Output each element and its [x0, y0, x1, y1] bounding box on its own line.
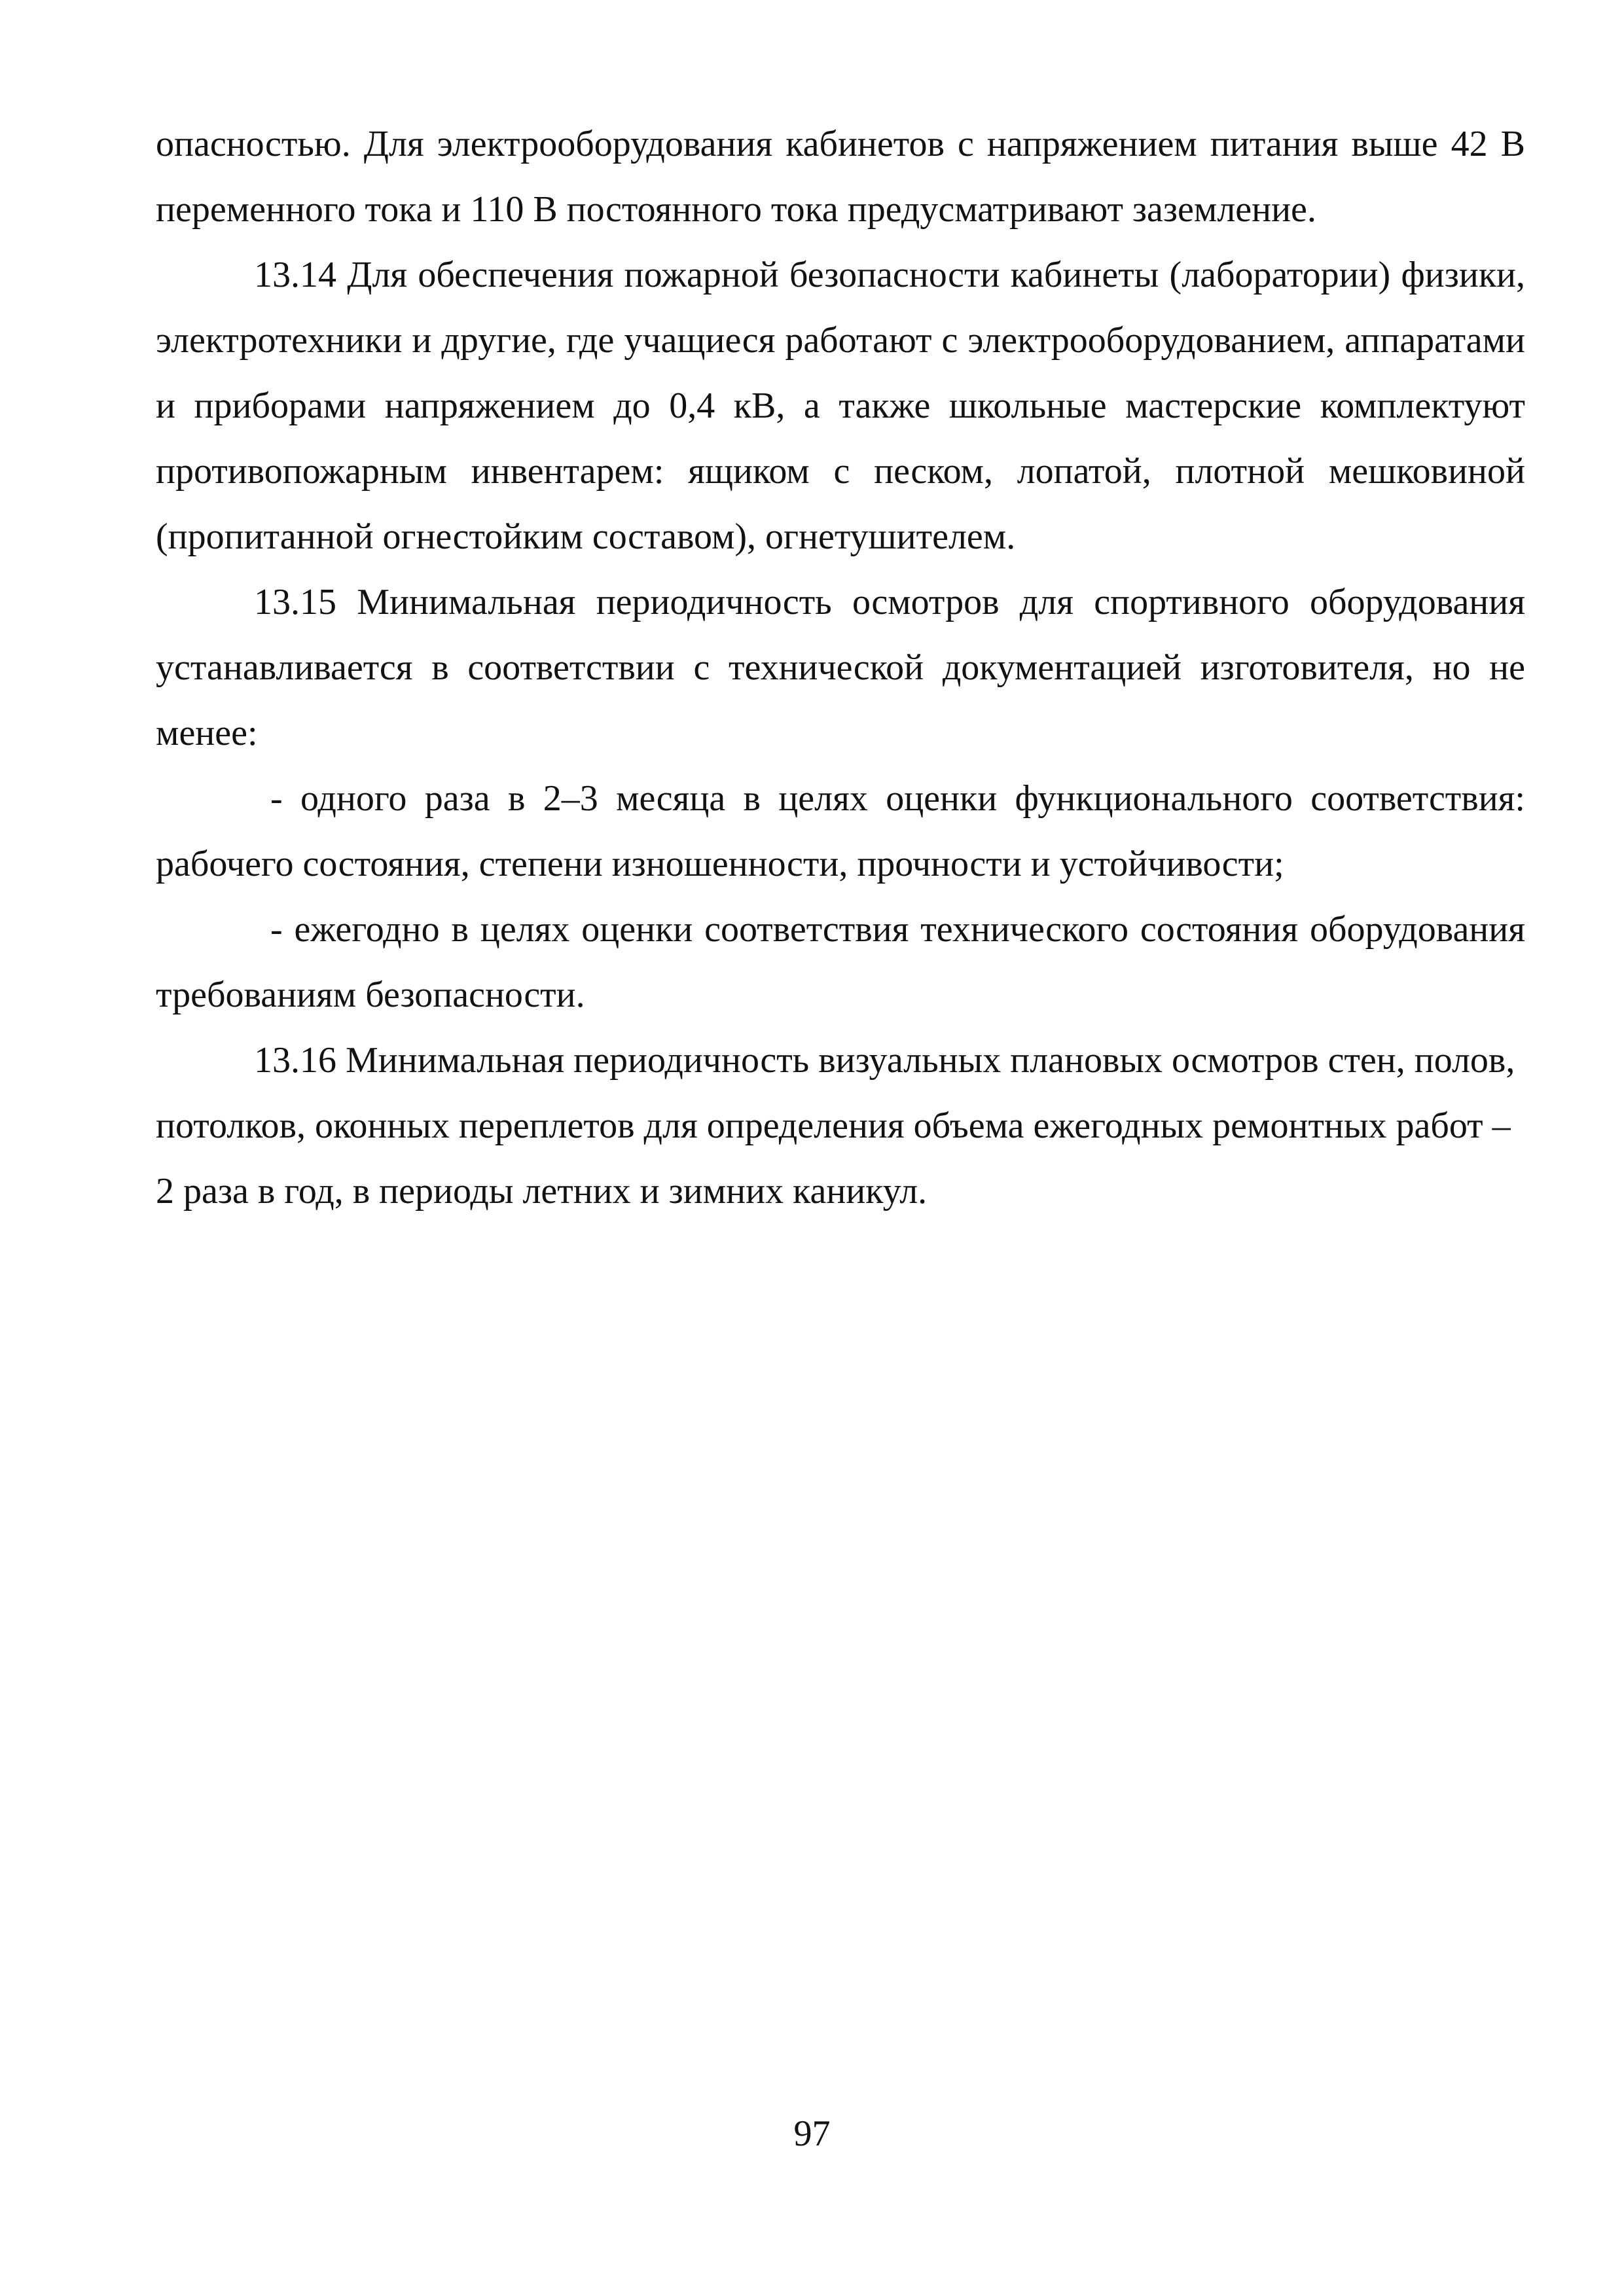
document-body: [156, 111, 1525, 1224]
page-number: 97: [793, 2113, 831, 2154]
paragraph-13-14: 13.14 Для обеспечения пожарной безопасности кабинеты (лаборатории) физики, электротехники и другие, где учащиеся работают с электрооборудованием, аппаратами и приборами напряжением до 0,4 кВ, а также школьные мастерские комплектуют противопожарным инвентарем: ящиком с песком, лопатой, плотной мешковиной (пропитанной огнестойким составом), огнетушителем.: [156, 255, 1525, 557]
paragraph-continuation: опасностью. Для электрооборудования кабинетов с напряжением питания выше 42 В переменного тока и 110 В постоянного тока предусматривают заземление.: [156, 124, 1525, 230]
list-item-quarterly: - одного раза в 2–3 месяца в целях оценки функционального соответствия: рабочего состояния, степени изношенности, прочности и устойчивости;: [156, 778, 1525, 884]
paragraph-13-15: 13.15 Минимальная периодичность осмотров для спортивного оборудования устанавливается в соответствии с технической документацией изготовителя, но не менее:: [156, 582, 1525, 753]
paragraph-13-16: 13.16 Минимальная периодичность визуальных плановых осмотров стен, полов, потолков, оконных переплетов для определения объема ежегодных ремонтных работ – 2 раза в год, в периоды летних и зимних каникул.: [156, 1040, 1515, 1211]
list-item-annual: - ежегодно в целях оценки соответствия технического состояния оборудования требованиям безопасности.: [156, 909, 1525, 1015]
